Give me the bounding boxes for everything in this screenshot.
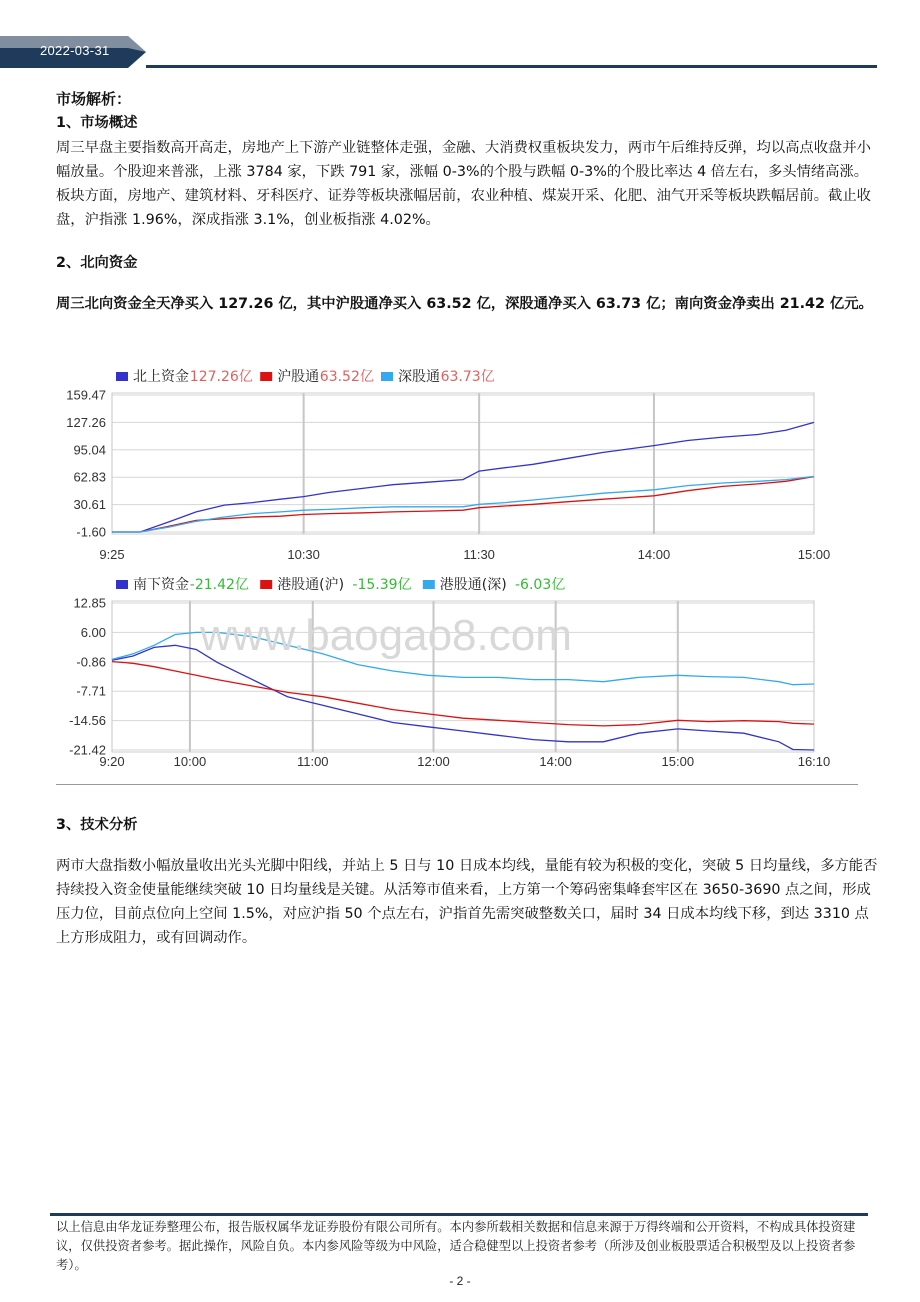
y-tick-label: -1.60 bbox=[76, 524, 106, 540]
legend-swatch bbox=[423, 580, 435, 589]
legend-swatch bbox=[381, 372, 393, 381]
legend-name: 南下资金 bbox=[133, 577, 189, 593]
x-tick-label: 9:25 bbox=[99, 547, 125, 562]
legend-value: -21.42亿 bbox=[189, 577, 249, 593]
x-tick-label: 16:10 bbox=[797, 754, 831, 769]
s3-heading: 3、技术分析 bbox=[56, 817, 138, 833]
page-number: - 2 - bbox=[449, 1274, 471, 1288]
y-tick-label: 30.61 bbox=[73, 497, 106, 513]
chart-frame bbox=[112, 393, 814, 534]
legend-swatch bbox=[116, 372, 128, 381]
legend-name: 深股通 bbox=[398, 369, 440, 385]
legend-swatch bbox=[260, 580, 272, 589]
x-tick-label: 12:00 bbox=[417, 754, 450, 769]
s3-body: 两市大盘指数小幅放量收出光头光脚中阳线，并站上 5 日与 10 日成本均线，量能有较为积极的变化，突破 5 日均量线，多方能否持续投入资金使量能继续突破 10 日均量线是关键。从活筹市值来看，上方第一个筹码密集峰套牢区在 3650-3690 点之间，形成压力位，目前点位向上空间 1.5%，对应沪指 50 个点左右，沪指首先需突破整数关口，届时 34 日成本均线下移，到达 3310 点上方形成阻力，或有回调动作。 bbox=[56, 858, 878, 946]
y-tick-label: -7.71 bbox=[76, 683, 106, 699]
legend-value: 63.73亿 bbox=[440, 369, 495, 385]
x-tick-label: 10:30 bbox=[287, 547, 320, 562]
x-tick-label: 15:00 bbox=[797, 547, 831, 562]
legend-value: -6.03亿 bbox=[515, 577, 566, 593]
series-line-南下资金 bbox=[112, 645, 814, 750]
legend-value: 127.26亿 bbox=[189, 369, 253, 385]
y-tick-label: 12.85 bbox=[73, 595, 106, 611]
header-date: 2022-03-31 bbox=[40, 43, 110, 58]
y-tick-label: -14.56 bbox=[69, 713, 106, 729]
legend-name: 港股通(沪) bbox=[277, 577, 345, 593]
legend-name: 港股通(深) bbox=[439, 577, 507, 593]
x-tick-label: 14:00 bbox=[539, 754, 572, 769]
y-tick-label: 159.47 bbox=[66, 387, 106, 403]
chart-separator bbox=[56, 784, 858, 785]
x-tick-label: 10:00 bbox=[173, 754, 207, 769]
footer-rule bbox=[50, 1213, 868, 1216]
header-rule bbox=[146, 65, 877, 68]
legend-swatch bbox=[116, 580, 128, 589]
section-title: 市场解析： bbox=[56, 90, 132, 108]
legend-value: 63.52亿 bbox=[319, 369, 374, 385]
capital-flow-charts bbox=[56, 360, 856, 786]
s1-body: 周三早盘主要指数高开高走，房地产上下游产业链整体走强，金融、大消费权重板块发力，两市午后维持反弹，均以高点收盘并小幅放量。个股迎来普涨，上涨 3784 家，下跌 791 家，涨幅 0-3%的个股与跌幅 0-3%的个股比率达 4 倍左右，多头情绪高涨。板块方面，房地产、建筑材料、牙科医疗、证券等板块涨幅居前，农业种植、煤炭开采、化肥、油气开采等板块跌幅居前。截止收盘，沪指涨 1.96%，深成指涨 3.1%，创业板指涨 4.02%。 bbox=[56, 140, 871, 228]
y-tick-label: -21.42 bbox=[69, 742, 106, 758]
x-tick-label: 15:00 bbox=[661, 754, 695, 769]
y-tick-label: -0.86 bbox=[76, 654, 106, 670]
watermark: www.baogao8.com bbox=[200, 611, 572, 660]
x-tick-label: 11:00 bbox=[296, 754, 329, 769]
y-tick-label: 95.04 bbox=[73, 442, 106, 458]
charts-svg bbox=[56, 360, 856, 786]
series-line-港股通(沪) bbox=[112, 662, 814, 726]
chart-panel-1 bbox=[66, 369, 830, 562]
legend-value: -15.39亿 bbox=[352, 577, 412, 593]
footer-disclaimer: 以上信息由华龙证券整理公布，报告版权属华龙证券股份有限公司所有。本内参所载相关数据和信息来源于万得终端和公开资料，不构成具体投资建议，仅供投资者参考。据此操作，风险自负。本内参风险等级为中风险，适合稳健型以上投资者参考（所涉及创业板股票适合积极型及以上投资者参考）。 bbox=[56, 1220, 856, 1272]
legend-name: 北上资金 bbox=[133, 369, 189, 385]
y-tick-label: 6.00 bbox=[80, 624, 106, 640]
chart-panel-2 bbox=[69, 576, 830, 769]
s1-heading: 1、市场概述 bbox=[56, 115, 138, 131]
legend-name: 沪股通 bbox=[277, 369, 320, 385]
x-tick-label: 14:00 bbox=[637, 547, 671, 562]
y-tick-label: 62.83 bbox=[73, 469, 106, 485]
y-tick-label: 127.26 bbox=[66, 414, 106, 430]
s2-heading: 2、北向资金 bbox=[56, 255, 138, 271]
x-tick-label: 9:20 bbox=[99, 754, 125, 769]
x-tick-label: 11:30 bbox=[463, 547, 495, 562]
legend-swatch bbox=[260, 372, 272, 381]
s2-body: 周三北向资金全天净买入 127.26 亿，其中沪股通净买入 63.52 亿，深股通净买入 63.73 亿；南向资金净卖出 21.42 亿元。 bbox=[56, 296, 873, 312]
